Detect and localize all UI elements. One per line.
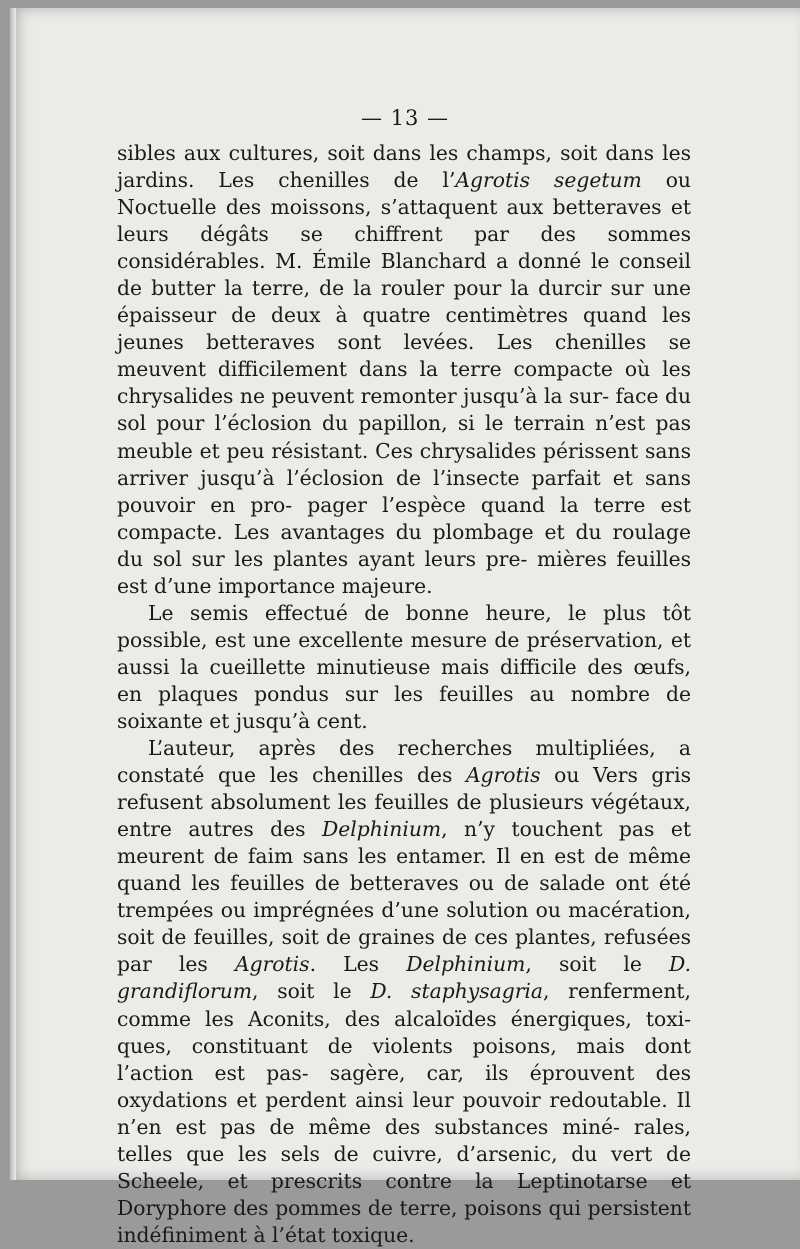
text-run-italic: Agrotis segetum bbox=[455, 168, 642, 193]
text-run: sagère, car, ils éprouvent des oxydations et perdent ainsi leur bbox=[117, 1060, 691, 1112]
page-number: — 13 — bbox=[360, 106, 450, 130]
text-run: Les bbox=[343, 952, 407, 977]
text-run: feuilles au nombre de soixante et jusqu’à cent. bbox=[117, 681, 691, 733]
text-run: terre, poisons qui persistent indéfiniment à l’état toxique. bbox=[117, 1195, 691, 1247]
text-run: , n’y bbox=[441, 817, 495, 842]
body-text bbox=[117, 140, 691, 1249]
text-run: une excellente mesure de préservation, et aussi la cueillette bbox=[117, 627, 691, 679]
text-run: , soit le bbox=[252, 979, 371, 1004]
text-run: sibles aux cultures, soit dans les champs, soit dans les jardins. bbox=[117, 141, 691, 193]
text-run: même quand les feuilles de betteraves ou de salade ont été bbox=[117, 844, 691, 896]
text-run: , bbox=[542, 979, 550, 1004]
paragraph-3 bbox=[117, 735, 691, 1249]
text-run: sommes considérables. M. Émile Blanchard a donné le conseil bbox=[117, 222, 691, 274]
text-run: . bbox=[309, 952, 317, 977]
paragraph-2 bbox=[117, 600, 691, 735]
text-run: face du sol pour l’éclosion du papillon, si le terrain n’est pas bbox=[117, 384, 692, 436]
text-run: Les chenilles de l’ bbox=[218, 168, 456, 193]
text-run: plombage et du roulage du sol sur les plantes ayant leurs pre- bbox=[117, 519, 691, 571]
text-run: Le semis effectué de bonne heure, le plus tôt possible, est bbox=[117, 600, 691, 652]
text-run: ou Vers gris refusent absolument les bbox=[117, 763, 691, 815]
text-run-italic: Delphinium bbox=[322, 817, 442, 842]
text-run-italic: Agrotis bbox=[234, 952, 310, 977]
document-page bbox=[10, 8, 800, 1247]
text-run: levées. Les chenilles se meuvent difficilement dans la terre bbox=[117, 330, 691, 382]
text-run: , soit le bbox=[525, 952, 670, 977]
text-run: compacte où les chrysalides ne peuvent remonter jusqu’à la sur- bbox=[117, 357, 691, 409]
text-run-italic: D. staphysagria bbox=[370, 979, 543, 1004]
text-run-italic: Agrotis bbox=[465, 763, 541, 788]
text-run: ques, constituant de violents poisons, mais dont l’action est pas- bbox=[117, 1033, 691, 1085]
text-run: et prescrits contre la Leptinotarse et Doryphore des pommes de bbox=[117, 1168, 691, 1220]
text-run: meuble et peu résistant. Ces chrysalides périssent sans arriver bbox=[117, 438, 691, 490]
text-run: mières feuilles est d’une importance majeure. bbox=[117, 546, 691, 598]
text-run: pager l’espèce quand la terre est compacte. Les avantages du bbox=[117, 492, 692, 544]
text-run: de deux à quatre centimètres quand les jeunes betteraves sont bbox=[117, 303, 692, 355]
text-run: s’attaquent aux betteraves et leurs dégâts se chiffrent par des bbox=[117, 195, 691, 247]
paragraph-1 bbox=[117, 140, 691, 600]
text-run: renferment, comme les Aconits, des alcaloïdes énergiques, toxi- bbox=[117, 979, 691, 1031]
text-run: jusqu’à l’éclosion de l’insecte parfait et sans pouvoir en pro- bbox=[117, 465, 691, 517]
text-run: feuilles, soit de graines de ces plantes, refusées par les bbox=[117, 925, 692, 977]
text-run: pouvoir redoutable. Il n’en est pas de même des substances miné- bbox=[117, 1087, 691, 1139]
page-binding-shadow bbox=[10, 8, 16, 1180]
text-run-italic: Delphinium bbox=[406, 952, 526, 977]
text-run: trempées ou imprégnées d’une solution ou macération, soit de bbox=[117, 898, 691, 950]
text-run: minutieuse mais difficile des œufs, en plaques pondus sur les bbox=[117, 654, 691, 706]
text-run: feuilles de plusieurs végétaux, entre autres des bbox=[117, 790, 692, 842]
text-run: rales, telles que les sels de cuivre, d’arsenic, du vert de Scheele, bbox=[117, 1114, 691, 1193]
text-run: touchent pas et meurent de faim sans les entamer. Il en est de bbox=[117, 817, 691, 869]
text-run: de butter la terre, de la rouler pour la durcir sur une épaisseur bbox=[117, 276, 691, 328]
text-run-italic: D. grandiflorum bbox=[117, 952, 692, 1004]
text-run: ou Noctuelle des moissons, bbox=[117, 168, 691, 220]
text-run: les chenilles des bbox=[269, 763, 466, 788]
text-run: L’auteur, après des recherches multipliées, a constaté que bbox=[117, 736, 691, 788]
